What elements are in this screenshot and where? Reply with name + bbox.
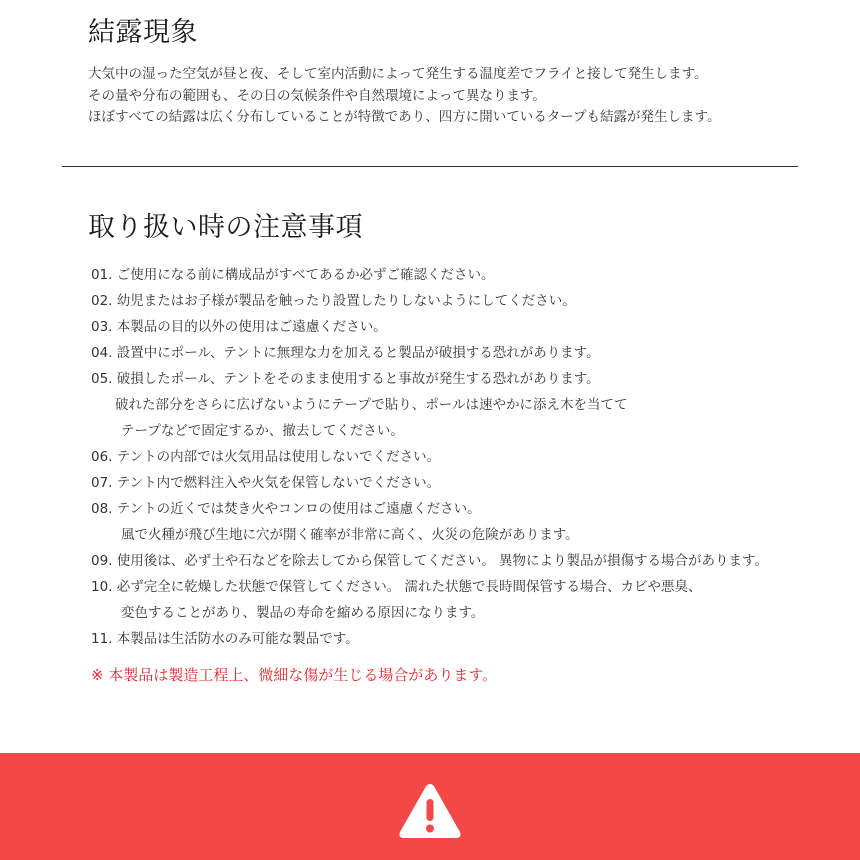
list-item: 07. テント内で燃料注入や火気を保管しないでください。	[91, 475, 441, 491]
list-item: 03. 本製品の目的以外の使用はご遠慮ください。	[91, 319, 387, 335]
list-item-continuation: 破れた部分をさらに広げないようにテープで貼り、ポールは速やかに添え木を当てて	[115, 397, 628, 413]
list-item: 11. 本製品は生活防水のみ可能な製品です。	[91, 631, 359, 647]
warning-note: ※ 本製品は製造工程上、微細な傷が生じる場合があります。	[91, 666, 498, 684]
paragraph-line: 大気中の湿った空気が昼と夜、そして室内活動によって発生する温度差でフライと接して発生します。	[88, 66, 708, 82]
condensation-description	[88, 64, 720, 129]
paragraph-line: その量や分布の範囲も、その日の気候条件や自然環境によって異なります。	[88, 87, 546, 104]
list-item-continuation: テープなどで固定するか、撤去してください。	[121, 423, 404, 439]
list-item: 01. ご使用になる前に構成品がすべてあるか必ずご確認ください。	[91, 267, 495, 283]
warning-triangle-icon	[398, 782, 462, 840]
list-item: 02. 幼児またはお子様が製品を触ったり設置したりしないようにしてください。	[91, 293, 576, 309]
list-item-continuation: 風で火種が飛び生地に穴が開く確率が非常に高く、火災の危険があります。	[121, 527, 579, 543]
list-item: 06. テントの内部では火気用品は使用しないでください。	[91, 449, 441, 465]
list-item: 10. 必ず完全に乾燥した状態で保管してください。 濡れた状態で長時間保管する場合、カビや悪臭、	[91, 579, 702, 595]
section-title-condensation: 結露現象	[88, 17, 198, 48]
list-item: 05. 破損したポール、テントをそのまま使用すると事故が発生する恐れがあります。	[91, 371, 600, 387]
list-item: 08. テントの近くでは焚き火やコンロの使用はご遠慮ください。	[91, 501, 481, 517]
list-item: 09. 使用後は、必ず土や石などを除去してから保管してください。 異物により製品が損傷する場合があります。	[91, 553, 768, 569]
list-item: 04. 設置中にポール、テントに無理な力を加えると製品が破損する恐れがあります。	[91, 345, 600, 361]
paragraph-line: ほぼすべての結露は広く分布していることが特徴であり、四方に開いているタープも結露が発生します。	[88, 109, 721, 125]
precautions-list	[91, 262, 768, 652]
section-title-precautions: 取り扱い時の注意事項	[88, 212, 363, 243]
list-item-continuation: 変色することがあり、製品の寿命を縮める原因になります。	[121, 605, 485, 621]
divider	[62, 166, 798, 167]
